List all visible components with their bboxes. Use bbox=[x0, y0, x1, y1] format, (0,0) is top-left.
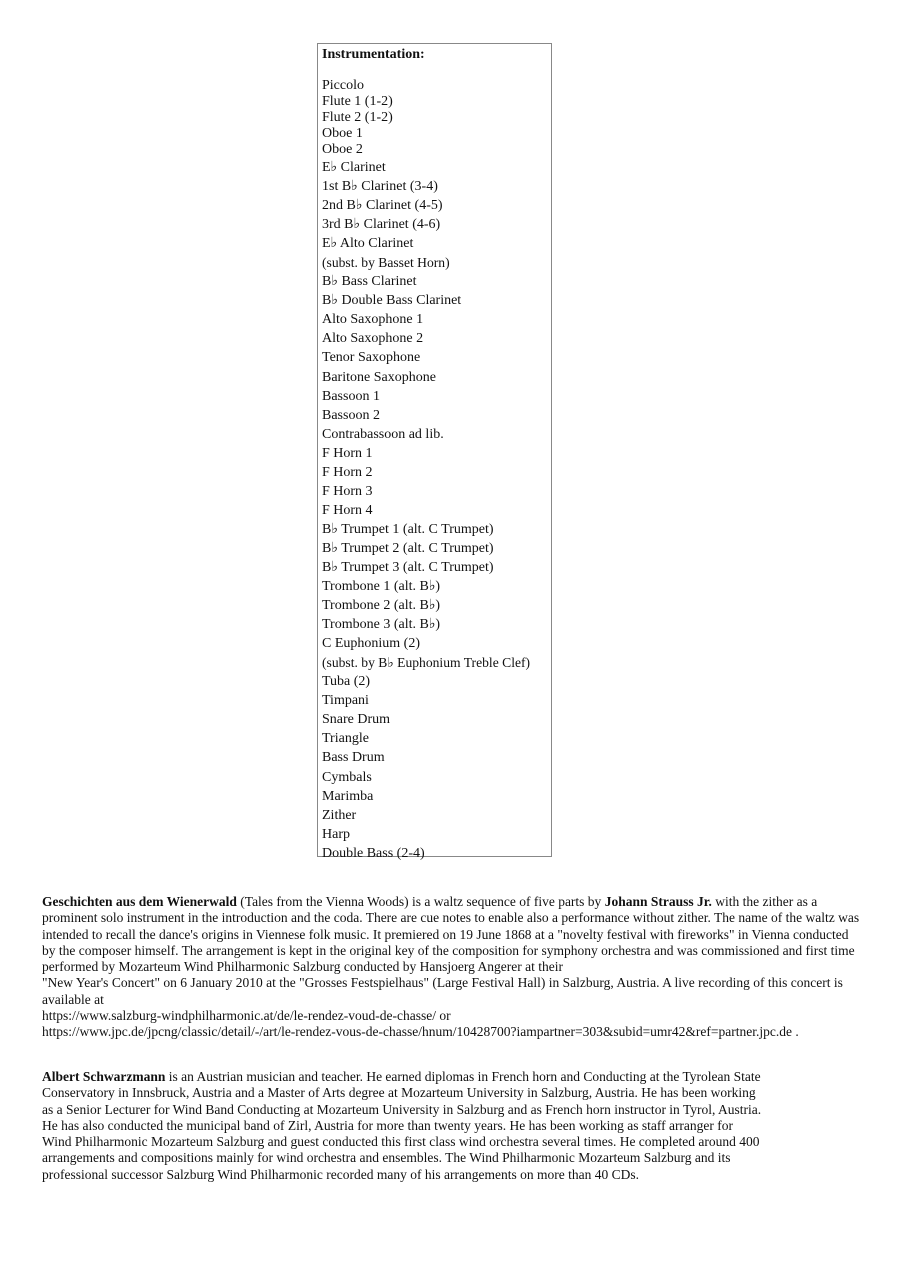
instrument-list bbox=[322, 78, 551, 863]
instrument-item: E♭ Clarinet bbox=[322, 160, 386, 175]
instrument-item: Triangle bbox=[322, 731, 369, 747]
description-text-c: "New Year's Concert" on 6 January 2010 at the "Grosses Festspielhaus" (Large Festival Hall) in Salzburg, Austria. A live recording of this concert is available at bbox=[42, 975, 843, 1007]
instrument-item: Tenor Saxophone bbox=[322, 350, 421, 366]
instrument-item: B♭ Trumpet 3 (alt. C Trumpet) bbox=[322, 559, 494, 575]
instrument-item: Flute 2 (1-2) bbox=[322, 110, 393, 125]
instrument-item: F Horn 2 bbox=[322, 464, 373, 480]
instrument-item: 1st B♭ Clarinet (3-4) bbox=[322, 179, 438, 195]
description-text-a: (Tales from the Vienna Woods) is a waltz sequence of five parts by bbox=[236, 894, 605, 909]
composer-name: Johann Strauss Jr. bbox=[604, 894, 712, 909]
recording-link-2[interactable]: https://www.jpc.de/jpcng/classic/detail/-/art/le-rendez-vous-de-chasse/hnum/10428700?iampartner=303&subid=umr42&ref=partner.jpc.de . bbox=[42, 1024, 799, 1040]
instrument-item: B♭ Trumpet 1 (alt. C Trumpet) bbox=[322, 521, 494, 537]
recording-link-1[interactable]: https://www.salzburg-windphilharmonic.at/de/le-rendez-voud-de-chasse/ or bbox=[42, 1008, 451, 1024]
instrument-item: Zither bbox=[322, 807, 357, 823]
instrument-item: Tuba (2) bbox=[322, 674, 371, 690]
instrument-item: Double Bass (2-4) bbox=[322, 845, 425, 861]
instrument-item: Marimba bbox=[322, 788, 374, 804]
instrument-item: Alto Saxophone 1 bbox=[322, 312, 424, 328]
instrument-item: Alto Saxophone 2 bbox=[322, 331, 424, 347]
instrument-item: Snare Drum bbox=[322, 712, 391, 728]
instrument-item: Bassoon 2 bbox=[322, 407, 380, 423]
instrument-item: Contrabassoon ad lib. bbox=[322, 426, 444, 442]
instrument-item: F Horn 1 bbox=[322, 445, 373, 461]
instrument-item: Oboe 2 bbox=[322, 142, 363, 157]
instrument-item: F Horn 3 bbox=[322, 483, 373, 499]
instrument-item: C Euphonium (2) bbox=[322, 636, 420, 652]
instrument-item: 3rd B♭ Clarinet (4-6) bbox=[322, 217, 441, 233]
instrument-item: F Horn 4 bbox=[322, 502, 373, 518]
instrument-item: Piccolo bbox=[322, 78, 364, 93]
instrumentation-title: Instrumentation: bbox=[322, 47, 425, 62]
work-title: Geschichten aus dem Wienerwald bbox=[42, 894, 237, 909]
arranger-name: Albert Schwarzmann bbox=[42, 1069, 166, 1084]
instrument-item: (subst. by Basset Horn) bbox=[322, 255, 450, 271]
instrument-item: Trombone 2 (alt. B♭) bbox=[322, 598, 441, 614]
instrument-item: Oboe 1 bbox=[322, 126, 363, 141]
description-text-b: with the zither as a prominent solo instrument in the introduction and the coda. There are cue notes to enable also a performance without zither. The name of the waltz was intended to recall the dance's origins in Viennese folk music. It premiered on 19 June 1868 at a "novelty festival with fireworks" in Vienna conducted by the composer himself. The arrangement is kept in the original key of the composition for symphony orchestra and was commissioned and first time performed by Mozarteum Wind Philharmonic Salzburg conducted by Hansjoerg Angerer at their bbox=[42, 894, 860, 975]
instrument-item: Trombone 1 (alt. B♭) bbox=[322, 579, 441, 595]
instrument-item: E♭ Alto Clarinet bbox=[322, 236, 414, 252]
instrument-item: Bassoon 1 bbox=[322, 388, 380, 404]
instrument-item: Trombone 3 (alt. B♭) bbox=[322, 617, 441, 633]
instrument-item: B♭ Trumpet 2 (alt. C Trumpet) bbox=[322, 540, 494, 556]
arranger-bio bbox=[42, 1069, 762, 1183]
instrument-item: Flute 1 (1-2) bbox=[322, 94, 393, 109]
instrument-item: (subst. by B♭ Euphonium Treble Clef) bbox=[322, 655, 531, 671]
instrument-item: Baritone Saxophone bbox=[322, 369, 436, 385]
instrumentation-box bbox=[317, 43, 552, 861]
instrument-item: Bass Drum bbox=[322, 750, 385, 766]
bio-text: is an Austrian musician and teacher. He earned diplomas in French horn and Conducting at the Tyrolean State Conservatory in Innsbruck, Austria and a Master of Arts degree at Mozarteum University in Salzburg, Austria. He has been working as a Senior Lecturer for Wind Band Conducting at Mozarteum University in Salzburg and as French horn instructor in Tyrol, Austria. He has also conducted the municipal band of Zirl, Austria for more than twenty years. He has been working as staff arranger for Wind Philharmonic Mozarteum Salzburg and guest conducted this first class wind orchestra several times. He completed around 400 arrangements and compositions mainly for wind orchestra and ensembles. The Wind Philharmonic Mozarteum Salzburg and its professional successor Salzburg Wind Philharmonic recorded many of his arrangements on more than 40 CDs. bbox=[42, 1069, 762, 1182]
instrument-item: B♭ Double Bass Clarinet bbox=[322, 293, 462, 309]
instrument-item: Harp bbox=[322, 826, 350, 842]
instrument-item: 2nd B♭ Clarinet (4-5) bbox=[322, 198, 443, 214]
work-description bbox=[42, 894, 862, 1041]
instrument-item: Cymbals bbox=[322, 769, 372, 785]
instrument-item: B♭ Bass Clarinet bbox=[322, 274, 417, 290]
instrument-item: Timpani bbox=[322, 693, 369, 709]
